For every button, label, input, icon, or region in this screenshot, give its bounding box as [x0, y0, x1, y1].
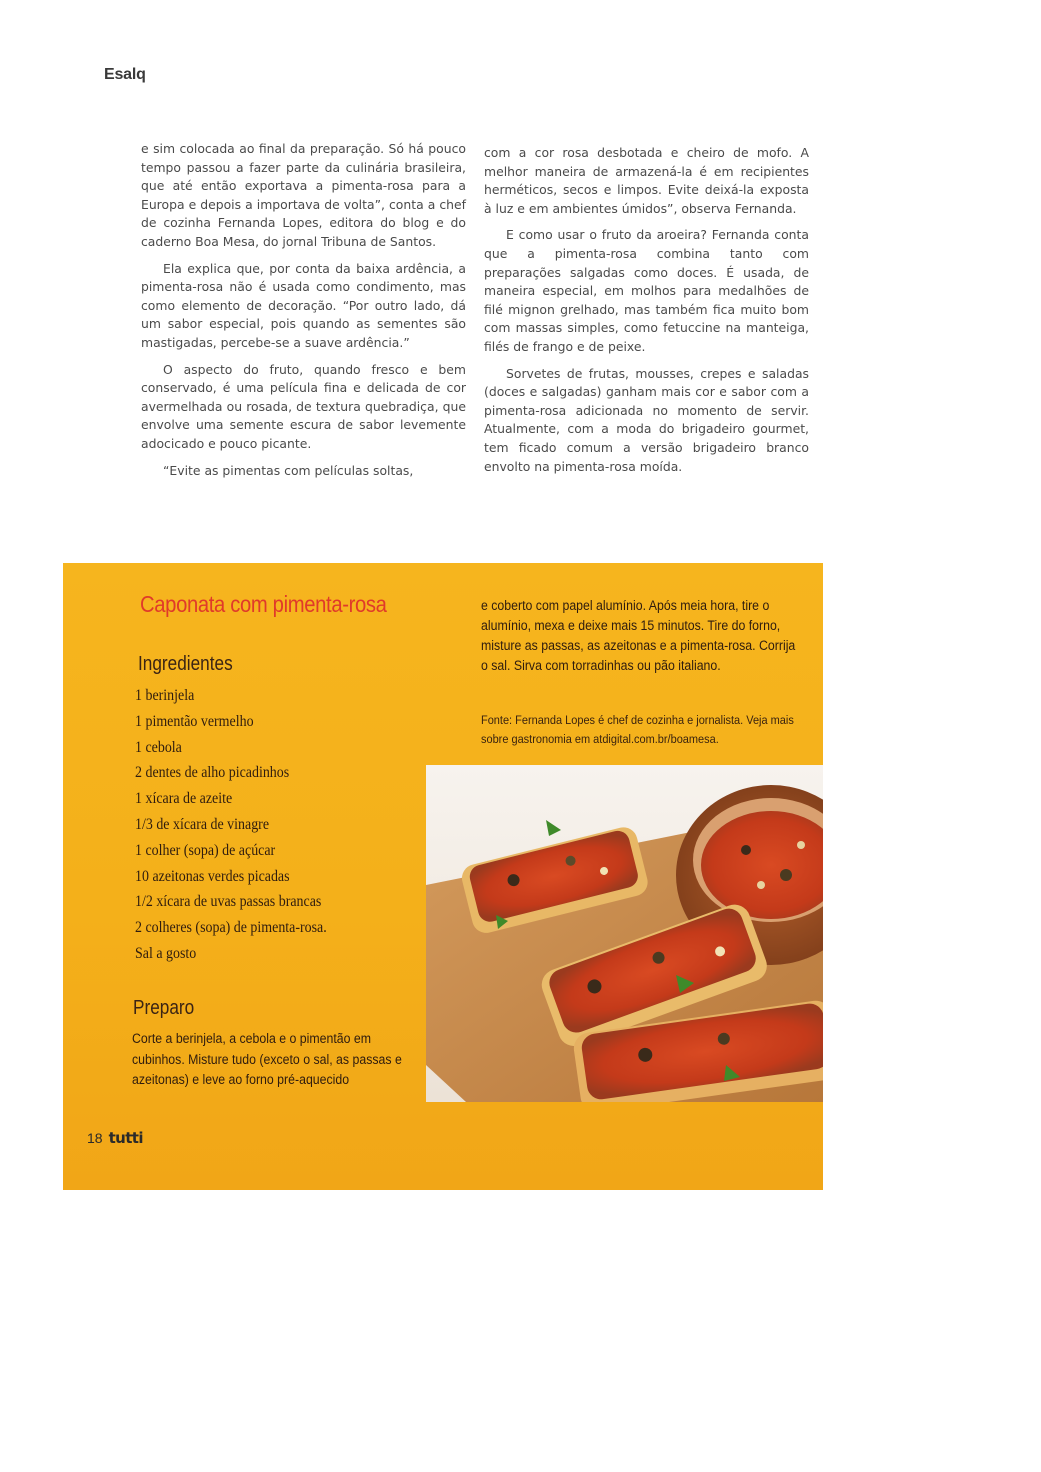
section-label: Esalq	[104, 66, 146, 83]
article-paragraph: O aspecto do fruto, quando fresco e bem conservado, é uma película fina e delicada de cor avermelhada ou rosada, de textura quebradiça, que envolve uma semente escura de sabor levemente adocicado e pouco picante.	[141, 361, 466, 451]
ingredients-heading: Ingredientes	[138, 653, 233, 675]
article-paragraph: “Evite as pimentas com películas soltas,	[163, 462, 414, 478]
ingredient-item: 2 colheres (sopa) de pimenta-rosa.	[135, 919, 327, 937]
article-right-column	[484, 144, 809, 484]
article-left-column	[141, 140, 466, 488]
preparation-heading: Preparo	[133, 997, 195, 1019]
page-number: 18	[87, 1130, 103, 1146]
ingredient-item: 1 pimentão vermelho	[135, 712, 254, 730]
ingredient-item: 1 cebola	[135, 738, 182, 756]
ingredient-item: 1/3 de xícara de vinagre	[135, 815, 270, 833]
preparation-continuation: e coberto com papel alumínio. Após meia hora, tire o alumínio, mexa e deixe mais 15 minutos. Tire do forno, misture as passas, as azeitonas e a pimenta-rosa. Corrija o sal. Sirva com torradinhas ou pão italiano.	[481, 598, 796, 673]
ingredient-item: 1 colher (sopa) de açúcar	[135, 841, 276, 859]
preparation-text: Corte a berinjela, a cebola e o pimentão em cubinhos. Misture tudo (exceto o sal, as passas e azeitonas) e leve ao forno pré-aquecido	[132, 1031, 402, 1087]
ingredient-item: Sal a gosto	[135, 944, 197, 962]
recipe-title: Caponata com pimenta-rosa	[140, 591, 387, 617]
caponata-photo	[426, 765, 823, 1102]
article-paragraph: Ela explica que, por conta da baixa ardência, a pimenta-rosa não é usada como condimento, mas como elemento de decoração. “Por outro lado, dá um sabor especial, pois quando as sementes são mastigadas, percebe-se a suave ardência.”	[141, 260, 466, 350]
page-footer	[87, 1129, 143, 1149]
magazine-logo: tutti	[108, 1129, 143, 1147]
article-paragraph: Sorvetes de frutas, mousses, crepes e saladas (doces e salgadas) ganham mais cor e sabor com a pimenta-rosa adicionada no momento de servir. Atualmente, com a moda do brigadeiro gourmet, tem ficado comum a versão brigadeiro branco envolto na pimenta-rosa moída.	[484, 365, 809, 474]
ingredient-item: 2 dentes de alho picadinhos	[135, 764, 290, 782]
ingredient-item: 1 xícara de azeite	[135, 790, 233, 808]
ingredient-item: 1/2 xícara de uvas passas brancas	[135, 893, 322, 911]
article-paragraph: e sim colocada ao final da preparação. Só há pouco tempo passou a fazer parte da culinária brasileira, que até então exportava a pimenta-rosa para a Europa e depois a importava de volta”, conta a chef de cozinha Fernanda Lopes, editora do blog e do caderno Boa Mesa, do jornal Tribuna de Santos.	[141, 141, 466, 249]
ingredient-item: 1 berinjela	[135, 687, 195, 704]
recipe-panel	[63, 563, 823, 1190]
article-paragraph: E como usar o fruto da aroeira? Fernanda conta que a pimenta-rosa combina tanto com preparações salgadas como doces. É usada, de maneira especial, em molhos para medalhões de filé mignon grelhado, mas também fica muito bom com massas simples, como fetuccine na manteiga, filés de frango e de peixe.	[484, 227, 809, 354]
article-paragraph: com a cor rosa desbotada e cheiro de mofo. A melhor maneira de armazená-la é em recipientes herméticos, secos e limpos. Evite deixá-la exposta à luz e em ambientes úmidos”, observa Fernanda.	[484, 145, 809, 216]
ingredients-list	[135, 683, 348, 967]
ingredient-item: 10 azeitonas verdes picadas	[135, 867, 290, 885]
source-note: Fonte: Fernanda Lopes é chef de cozinha e jornalista. Veja mais sobre gastronomia em atdigital.com.br/boamesa.	[481, 713, 794, 746]
